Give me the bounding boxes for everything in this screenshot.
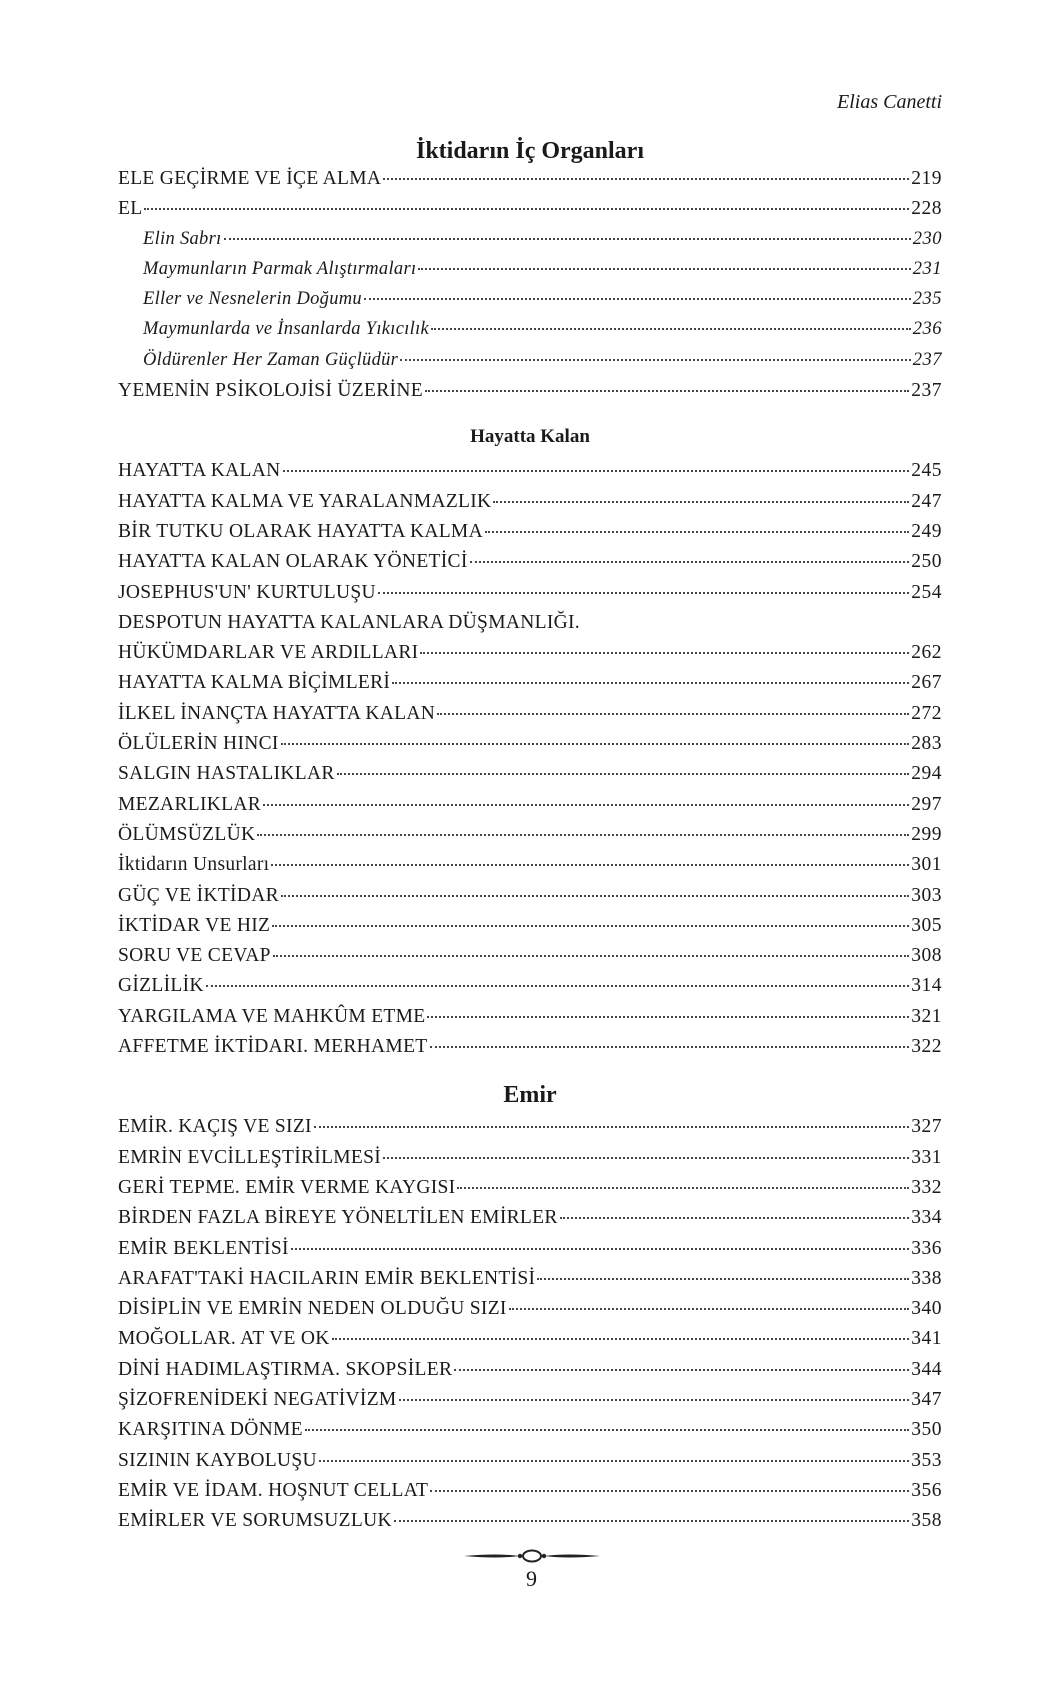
toc-entry [118, 582, 942, 612]
dot-leader [392, 682, 909, 684]
toc-entry-title: Öldürenler Her Zaman Güçlüdür [143, 349, 399, 370]
dot-leader [263, 804, 909, 806]
dot-leader [420, 652, 909, 654]
dot-leader [537, 1278, 909, 1280]
toc-page-number: 334 [911, 1207, 942, 1229]
toc-page-number: 262 [911, 642, 942, 664]
toc-entry [118, 733, 942, 763]
toc-page-number: 353 [911, 1449, 942, 1471]
toc-entry-title: EMİR BEKLENTİSİ [118, 1237, 289, 1259]
toc-page-number: 254 [911, 581, 942, 603]
toc-entry [118, 824, 942, 854]
toc-entry-title: HAYATTA KALMA BİÇİMLERİ [118, 672, 391, 694]
toc-entry-title: JOSEPHUS'UN' KURTULUŞU [118, 581, 376, 603]
toc-page-number: 308 [911, 945, 942, 967]
toc-entry-title: SIZININ KAYBOLUŞU [118, 1449, 317, 1471]
toc-entry [118, 1419, 942, 1449]
toc-page-number: 347 [911, 1388, 942, 1410]
toc-entry-title: DİSİPLİN VE EMRİN NEDEN OLDUĞU SIZI [118, 1298, 507, 1320]
toc-entry-title: HAYATTA KALAN [118, 460, 281, 482]
dot-leader [560, 1217, 910, 1219]
table-of-contents [118, 136, 942, 1540]
toc-entry [118, 521, 942, 551]
toc-entry [118, 885, 942, 915]
toc-entry [118, 915, 942, 945]
section-entries [118, 460, 942, 1066]
toc-entry-title: SORU VE CEVAP [118, 945, 271, 967]
dot-leader [291, 1248, 909, 1250]
section-entries [118, 168, 942, 410]
toc-page-number: 283 [911, 733, 942, 755]
toc-entry-title: MOĞOLLAR. AT VE OK [118, 1328, 330, 1350]
ornament-divider-icon [462, 1548, 602, 1564]
toc-subentry [118, 319, 942, 349]
toc-entry [118, 1116, 942, 1146]
toc-entry [118, 1006, 942, 1036]
toc-entry-title: MEZARLIKLAR [118, 793, 262, 815]
toc-page-number: 303 [911, 884, 942, 906]
dot-leader [272, 925, 909, 927]
toc-page-number: 356 [911, 1479, 942, 1501]
toc-entry [118, 198, 942, 228]
dot-leader [337, 773, 910, 775]
toc-page-number: 228 [911, 198, 942, 220]
toc-entry-title: EL [118, 198, 143, 220]
toc-entry [118, 168, 942, 198]
toc-entry-title: EMİRLER VE SORUMSUZLUK [118, 1510, 392, 1532]
toc-page-number: 314 [911, 975, 942, 997]
dot-leader [332, 1338, 910, 1340]
toc-page-number: 272 [911, 702, 942, 724]
toc-entry-title: Maymunlarda ve İnsanlarda Yıkıcılık [143, 319, 430, 340]
dot-leader [281, 895, 909, 897]
toc-page-number: 230 [912, 228, 942, 249]
dot-leader [493, 501, 909, 503]
toc-page-number: 250 [911, 551, 942, 573]
toc-entry [118, 672, 942, 702]
toc-entry-title: GİZLİLİK [118, 975, 204, 997]
running-header-author: Elias Canetti [837, 91, 942, 113]
toc-entry-title: YARGILAMA VE MAHKÛM ETME [118, 1005, 426, 1027]
section-title: İktidarın İç Organları [415, 138, 644, 164]
toc-page-number: 344 [911, 1358, 942, 1380]
toc-entry-title: GERİ TEPME. EMİR VERME KAYGISI [118, 1176, 456, 1198]
toc-page-number: 294 [911, 763, 942, 785]
toc-entry-title: DESPOTUN HAYATTA KALANLARA DÜŞMANLIĞI. [118, 611, 580, 633]
toc-page-number: 358 [911, 1510, 942, 1532]
toc-entry [118, 1480, 942, 1510]
dot-leader [430, 1046, 910, 1048]
toc-entry [118, 380, 942, 410]
toc-entry [118, 1510, 942, 1540]
toc-entry [118, 460, 942, 490]
toc-entry-title: HAYATTA KALAN OLARAK YÖNETİCİ [118, 551, 468, 573]
toc-page-number: 350 [911, 1419, 942, 1441]
dot-leader [273, 955, 910, 957]
section-entries [118, 1116, 942, 1540]
dot-leader [431, 328, 911, 330]
dot-leader [400, 359, 911, 361]
toc-page-number: 336 [911, 1237, 942, 1259]
toc-entry-title: İktidarın Unsurları [118, 854, 270, 876]
toc-entry [118, 1036, 942, 1066]
toc-page-number: 237 [912, 349, 942, 370]
toc-page-number: 219 [911, 168, 942, 189]
dot-leader [418, 268, 910, 270]
toc-entry [118, 1389, 942, 1419]
toc-entry-title: ÖLÜMSÜZLÜK [118, 823, 256, 845]
dot-leader [271, 864, 909, 866]
toc-entry-title: İLKEL İNANÇTA HAYATTA KALAN [118, 702, 436, 724]
toc-subentry [118, 350, 942, 380]
toc-entry-title: AFFETME İKTİDARI. MERHAMET [118, 1036, 428, 1058]
toc-entry [118, 975, 942, 1005]
toc-page-number: 237 [911, 380, 942, 402]
dot-leader [364, 298, 911, 300]
toc-entry-title: İKTİDAR VE HIZ [118, 914, 271, 936]
dot-leader [427, 1016, 909, 1018]
toc-entry-title: BİR TUTKU OLARAK HAYATTA KALMA [118, 520, 483, 542]
toc-page-number: 267 [911, 672, 942, 694]
toc-entry [118, 642, 942, 672]
dot-leader [425, 390, 909, 392]
toc-page-number: 245 [911, 460, 942, 482]
toc-page-number: 331 [911, 1146, 942, 1168]
toc-entry [118, 763, 942, 793]
toc-entry-title: DİNİ HADIMLAŞTIRMA. SKOPSİLER [118, 1358, 453, 1380]
toc-entry [118, 1450, 942, 1480]
dot-leader [394, 1520, 909, 1522]
toc-entry-title: Eller ve Nesnelerin Doğumu [143, 289, 362, 310]
dot-leader [378, 592, 909, 594]
dot-leader [383, 178, 909, 180]
toc-page-number: 341 [911, 1328, 942, 1350]
toc-entry-title: GÜÇ VE İKTİDAR [118, 884, 279, 906]
toc-entry [118, 854, 942, 884]
toc-entry [118, 1177, 942, 1207]
dot-leader [454, 1369, 909, 1371]
toc-entry [118, 612, 942, 642]
section-title: Hayatta Kalan [470, 426, 590, 448]
toc-page-number: 305 [911, 914, 942, 936]
dot-leader [383, 1157, 909, 1159]
dot-leader [399, 1399, 910, 1401]
toc-entry [118, 945, 942, 975]
dot-leader [206, 985, 909, 987]
toc-entry-title: Maymunların Parmak Alıştırmaları [143, 258, 417, 279]
toc-entry [118, 1328, 942, 1358]
toc-page-number: 247 [911, 490, 942, 512]
toc-entry-title: BİRDEN FAZLA BİREYE YÖNELTİLEN EMİRLER [118, 1207, 558, 1229]
toc-entry-title: ÖLÜLERİN HINCI [118, 733, 279, 755]
toc-entry [118, 491, 942, 521]
dot-leader [319, 1460, 909, 1462]
toc-page-number: 327 [911, 1116, 942, 1138]
toc-entry [118, 1238, 942, 1268]
dot-leader [485, 531, 909, 533]
dot-leader [457, 1187, 909, 1189]
toc-page-number: 301 [911, 854, 942, 876]
dot-leader [314, 1126, 909, 1128]
toc-page-number: 321 [911, 1005, 942, 1027]
dot-leader [509, 1308, 910, 1310]
toc-subentry [118, 229, 942, 259]
dot-leader [470, 561, 910, 563]
toc-entry-title: ELE GEÇİRME VE İÇE ALMA [118, 168, 382, 189]
toc-entry-title: ŞİZOFRENİDEKİ NEGATİVİZM [118, 1388, 397, 1410]
toc-page-number: 249 [911, 520, 942, 542]
dot-leader [257, 834, 909, 836]
toc-entry-title: HAYATTA KALMA VE YARALANMAZLIK [118, 490, 492, 512]
toc-page-number: 231 [912, 258, 942, 279]
toc-entry-title: EMİR VE İDAM. HOŞNUT CELLAT [118, 1479, 429, 1501]
dot-leader [437, 713, 909, 715]
toc-entry-title: HÜKÜMDARLAR VE ARDILLARI [118, 642, 419, 664]
toc-entry [118, 1359, 942, 1389]
dot-leader [305, 1429, 909, 1431]
toc-page-number: 235 [912, 289, 942, 310]
toc-page-number: 236 [912, 319, 942, 340]
toc-page-number: 332 [911, 1176, 942, 1198]
toc-entry [118, 1207, 942, 1237]
toc-entry [118, 1298, 942, 1328]
toc-entry [118, 551, 942, 581]
toc-page-number: 340 [911, 1298, 942, 1320]
toc-subentry [118, 259, 942, 289]
toc-entry-title: KARŞITINA DÖNME [118, 1419, 303, 1441]
page-footer [0, 1548, 1063, 1592]
dot-leader [281, 743, 910, 745]
toc-entry [118, 1147, 942, 1177]
toc-entry-title: Elin Sabrı [143, 228, 222, 249]
dot-leader [224, 238, 911, 240]
toc-entry-title: SALGIN HASTALIKLAR [118, 763, 335, 785]
dot-leader [283, 470, 910, 472]
toc-page-number: 338 [911, 1267, 942, 1289]
toc-page-number: 322 [911, 1036, 942, 1058]
toc-page-number: 297 [911, 793, 942, 815]
toc-entry [118, 794, 942, 824]
toc-entry [118, 1268, 942, 1298]
toc-entry-title: ARAFAT'TAKİ HACILARIN EMİR BEKLENTİSİ [118, 1267, 536, 1289]
toc-page-number: 299 [911, 823, 942, 845]
toc-entry-title: EMİR. KAÇIŞ VE SIZI [118, 1116, 312, 1138]
toc-entry-title: YEMENİN PSİKOLOJİSİ ÜZERİNE [118, 380, 423, 402]
page-number: 9 [526, 1566, 537, 1591]
dot-leader [144, 208, 909, 210]
toc-entry [118, 703, 942, 733]
toc-subentry [118, 289, 942, 319]
section-title: Emir [503, 1082, 557, 1109]
toc-entry-title: EMRİN EVCİLLEŞTİRİLMESİ [118, 1146, 382, 1168]
dot-leader [430, 1490, 909, 1492]
